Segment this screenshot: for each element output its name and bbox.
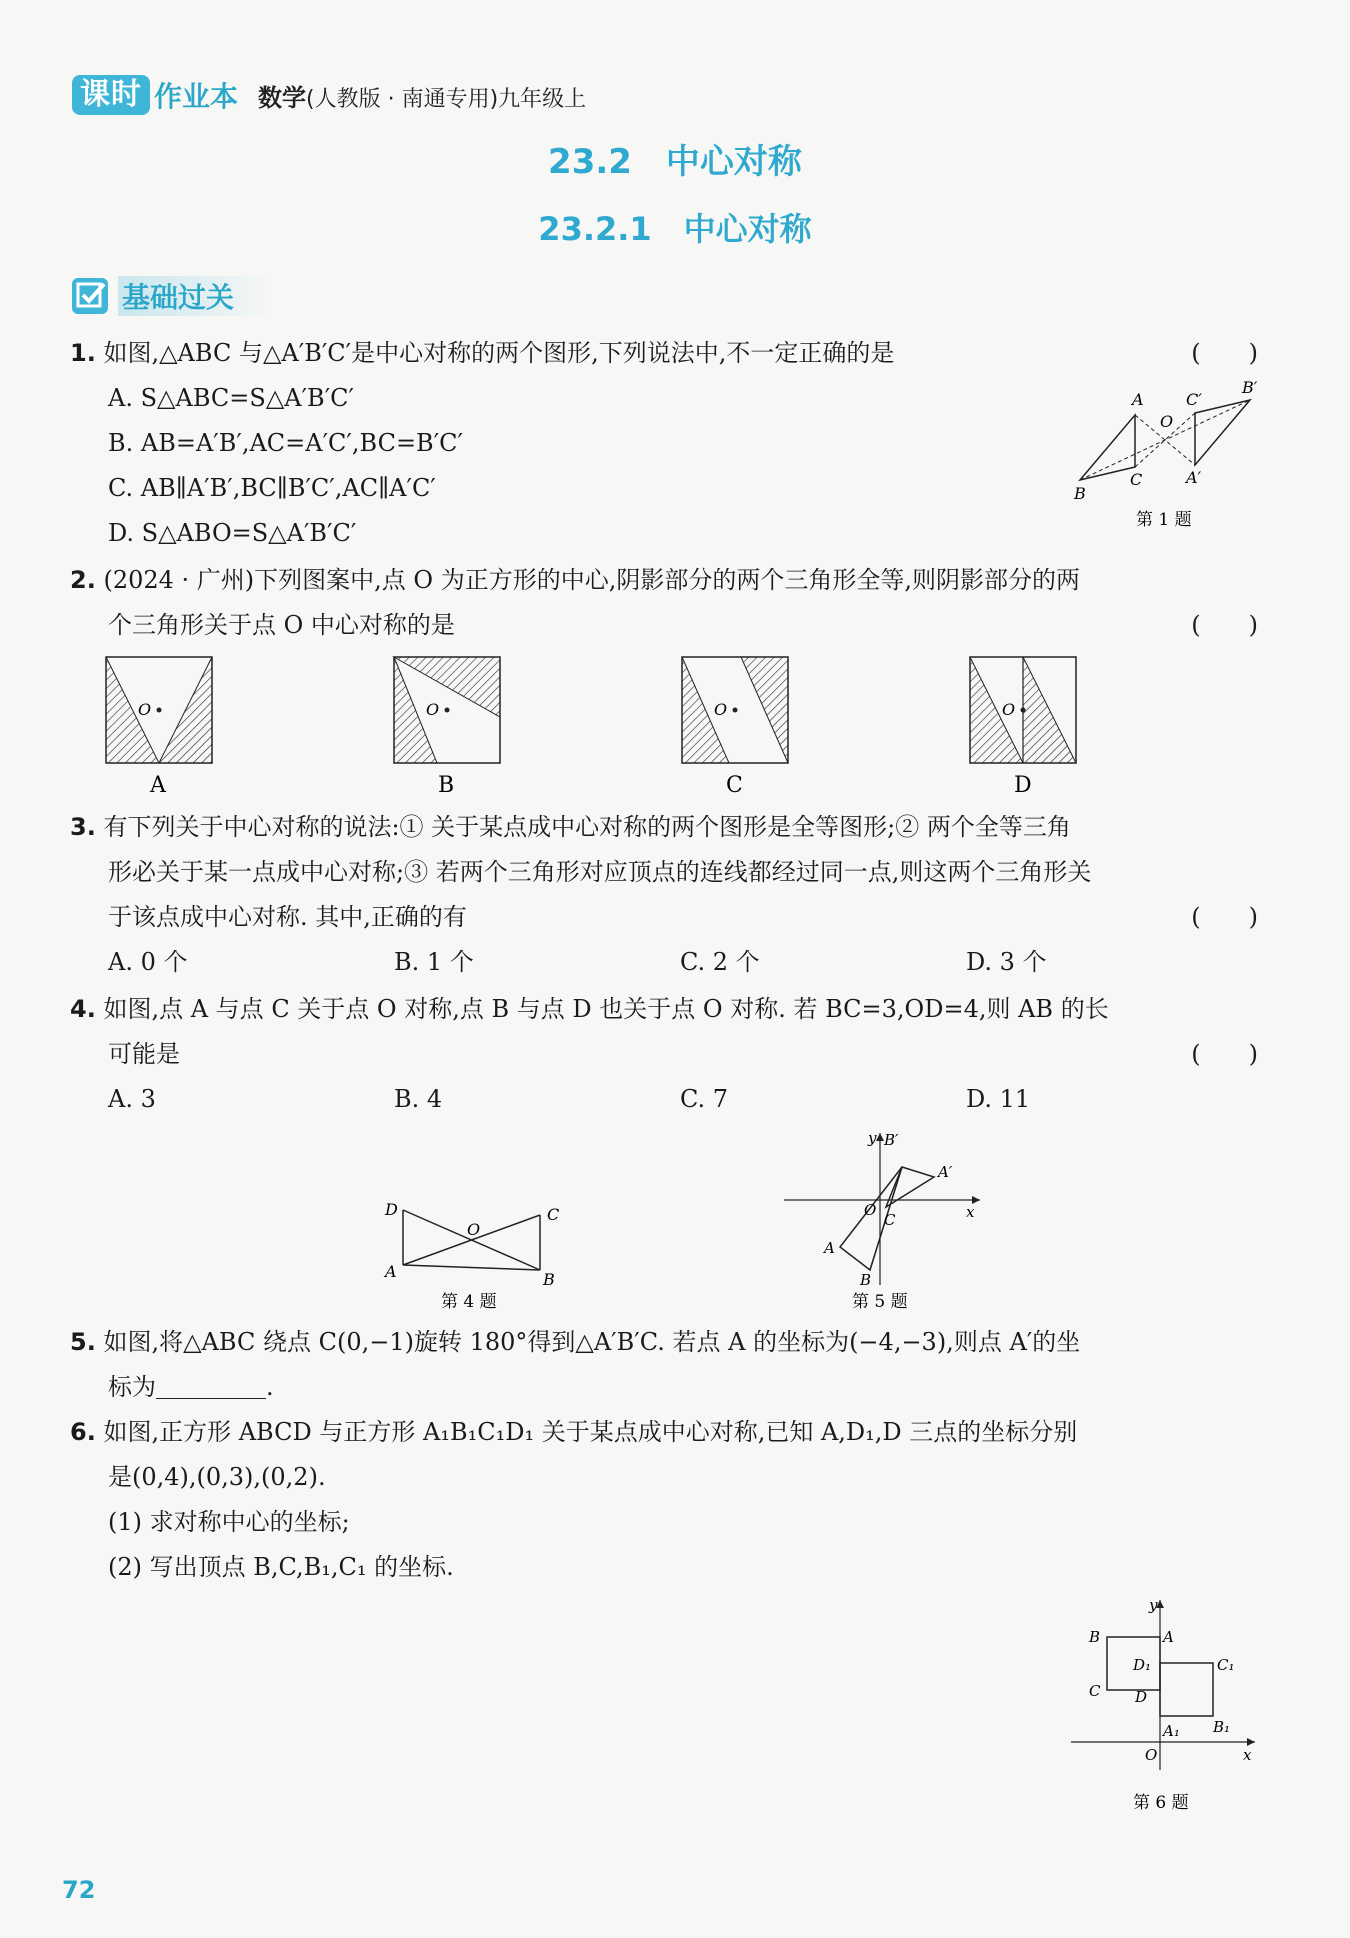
answer-paren: ( ) [1191, 611, 1258, 639]
figure-caption: 第 1 题 [1136, 510, 1192, 530]
question-text-end: . [266, 1373, 274, 1401]
label-c: C [1130, 470, 1143, 489]
choice-label-b: B [438, 773, 455, 798]
figure-q2 [100, 652, 1200, 802]
question-5 [70, 1320, 1080, 1365]
question-6-part-1: (1) 求对称中心的坐标; [108, 1508, 350, 1536]
section-subtitle: 23.2.1 中心对称 [538, 210, 812, 248]
label-y: y [1149, 1596, 1158, 1614]
label-a: A [1132, 390, 1144, 409]
label-a-prime: A′ [938, 1163, 953, 1181]
question-2 [70, 558, 1080, 603]
option-a: A. S△ABC=S△A′B′C′ [108, 384, 354, 412]
square-a1b1c1d1 [1160, 1663, 1213, 1716]
question-3 [70, 805, 1071, 850]
label-c-prime: C′ [1186, 390, 1202, 409]
label-a-prime: A′ [1186, 468, 1202, 487]
page-header [72, 72, 586, 118]
label-c: C [1089, 1682, 1101, 1700]
page-number: 72 [62, 1876, 96, 1904]
edition-label: (人教版 · 南通专用)九年级上 [306, 86, 587, 112]
question-text: 如图,点 A 与点 C 关于点 O 对称,点 B 与点 D 也关于点 O 对称. 若 BC=3,OD=4,则 AB 的长 [103, 995, 1109, 1023]
label-b1: B₁ [1213, 1718, 1231, 1736]
choice-label-a: A [150, 773, 166, 798]
question-3-line-3: 于该点成中心对称. 其中,正确的有 [108, 903, 467, 931]
label-c: C [547, 1205, 560, 1224]
question-number: 5. [70, 1328, 96, 1356]
option-b: B. 4 [394, 1085, 443, 1113]
question-number: 1. [70, 339, 96, 367]
choice-label-c: C [726, 773, 743, 798]
question-number: 6. [70, 1418, 96, 1446]
option-d: D. S△ABO=S△A′B′C′ [108, 519, 357, 547]
label-a: A [1163, 1628, 1174, 1646]
question-text: 如图,将△ABC 绕点 C(0,−1)旋转 180°得到△A′B′C. 若点 A 的坐标为(−4,−3),则点 A′的坐 [103, 1328, 1081, 1356]
choice-b-square [394, 657, 500, 798]
answer-blank[interactable] [156, 1374, 266, 1399]
label-o: O [426, 700, 440, 719]
question-3-line-2: 形必关于某一点成中心对称;③ 若两个三角形对应顶点的连线都经过同一点,则这两个三角形关 [108, 858, 1092, 886]
label-b: B [1089, 1628, 1101, 1646]
choice-c-square [682, 657, 788, 798]
label-b-prime: B′ [1242, 378, 1258, 397]
series-logo-text: 作业本 [154, 80, 239, 113]
label-y: y [868, 1129, 877, 1147]
option-d: D. 11 [966, 1085, 1031, 1113]
section-title: 23.2 中心对称 [548, 142, 802, 182]
question-4-line-2: 可能是 [108, 1040, 180, 1068]
figure-caption: 第 5 题 [852, 1292, 908, 1312]
figure-caption: 第 4 题 [441, 1292, 497, 1312]
option-c: C. 7 [680, 1085, 729, 1113]
book-info [258, 78, 586, 113]
label-b-prime: B′ [884, 1131, 899, 1149]
question-number: 2. [70, 566, 96, 594]
label-a1: A₁ [1163, 1722, 1180, 1740]
label-o: O [1160, 412, 1174, 431]
option-a: A. 3 [108, 1085, 156, 1113]
figure-q4 [375, 1195, 575, 1315]
figure-caption: 第 6 题 [1133, 1793, 1189, 1813]
option-c: C. 2 个 [680, 948, 760, 976]
triangle-a-prime-b-prime-c [886, 1167, 934, 1207]
choice-label-d: D [1014, 773, 1032, 798]
option-a: A. 0 个 [108, 948, 188, 976]
series-logo: 课时 [72, 75, 150, 115]
option-c: C. AB∥A′B′,BC∥B′C′,AC∥A′C′ [108, 474, 436, 502]
option-b: B. 1 个 [394, 948, 474, 976]
figure-q6 [1065, 1590, 1275, 1820]
option-b: B. AB=A′B′,AC=A′C′,BC=B′C′ [108, 429, 463, 457]
label-o: O [1145, 1746, 1158, 1764]
subject-label: 数学 [258, 83, 307, 112]
figure-q5 [780, 1125, 990, 1315]
label-d1: D₁ [1133, 1656, 1152, 1674]
question-2-line-2: 个三角形关于点 O 中心对称的是 [108, 611, 455, 639]
option-d: D. 3 个 [966, 948, 1047, 976]
question-5-line-2 [108, 1365, 274, 1410]
question-text: 如图,△ABC 与△A′B′C′是中心对称的两个图形,下列说法中,不一定正确的是 [103, 339, 895, 367]
x-axis-arrow [1247, 1738, 1255, 1746]
checkmark-icon [72, 278, 108, 314]
answer-paren: ( ) [1191, 903, 1258, 931]
figure-q1 [1060, 375, 1280, 535]
choice-d-square [970, 657, 1076, 798]
question-text: 有下列关于中心对称的说法:① 关于某点成中心对称的两个图形是全等图形;② 两个全等三角 [103, 813, 1071, 841]
question-text: (2024 · 广州)下列图案中,点 O 为正方形的中心,阴影部分的两个三角形全等,则阴影部分的两 [103, 566, 1080, 594]
label-a: A [385, 1262, 397, 1281]
badge-label: 基础过关 [118, 276, 274, 316]
triangle-abc [1080, 415, 1135, 480]
question-4 [70, 987, 1109, 1032]
label-c1: C₁ [1217, 1656, 1235, 1674]
label-o: O [1002, 700, 1016, 719]
exercise-badge [72, 276, 274, 316]
label-o: O [138, 700, 152, 719]
label-b: B [1074, 484, 1086, 503]
label-o: O [467, 1220, 481, 1239]
segment-ab [403, 1265, 540, 1270]
choice-a-square [106, 657, 212, 798]
question-6-part-2: (2) 写出顶点 B,C,B₁,C₁ 的坐标. [108, 1553, 454, 1581]
question-text: 如图,正方形 ABCD 与正方形 A₁B₁C₁D₁ 关于某点成中心对称,已知 A,D₁,D 三点的坐标分别 [103, 1418, 1078, 1446]
y-axis-arrow [876, 1133, 884, 1141]
label-a: A [824, 1239, 835, 1257]
label-d: D [385, 1200, 398, 1219]
question-number: 4. [70, 995, 96, 1023]
question-1 [70, 331, 894, 376]
question-number: 3. [70, 813, 96, 841]
label-x: x [1243, 1746, 1252, 1764]
label-d: D [1135, 1688, 1148, 1706]
label-o: O [864, 1201, 877, 1219]
question-6 [70, 1410, 1077, 1455]
answer-paren: ( ) [1191, 339, 1258, 367]
label-c: C [884, 1211, 896, 1229]
question-text: 标为 [108, 1373, 156, 1401]
label-o: O [714, 700, 728, 719]
answer-paren: ( ) [1191, 1040, 1258, 1068]
label-x: x [966, 1203, 975, 1221]
question-6-line-2: 是(0,4),(0,3),(0,2). [108, 1463, 326, 1491]
label-b: B [860, 1271, 872, 1289]
label-b: B [543, 1270, 555, 1289]
triangle-abc-prime [1195, 400, 1250, 465]
